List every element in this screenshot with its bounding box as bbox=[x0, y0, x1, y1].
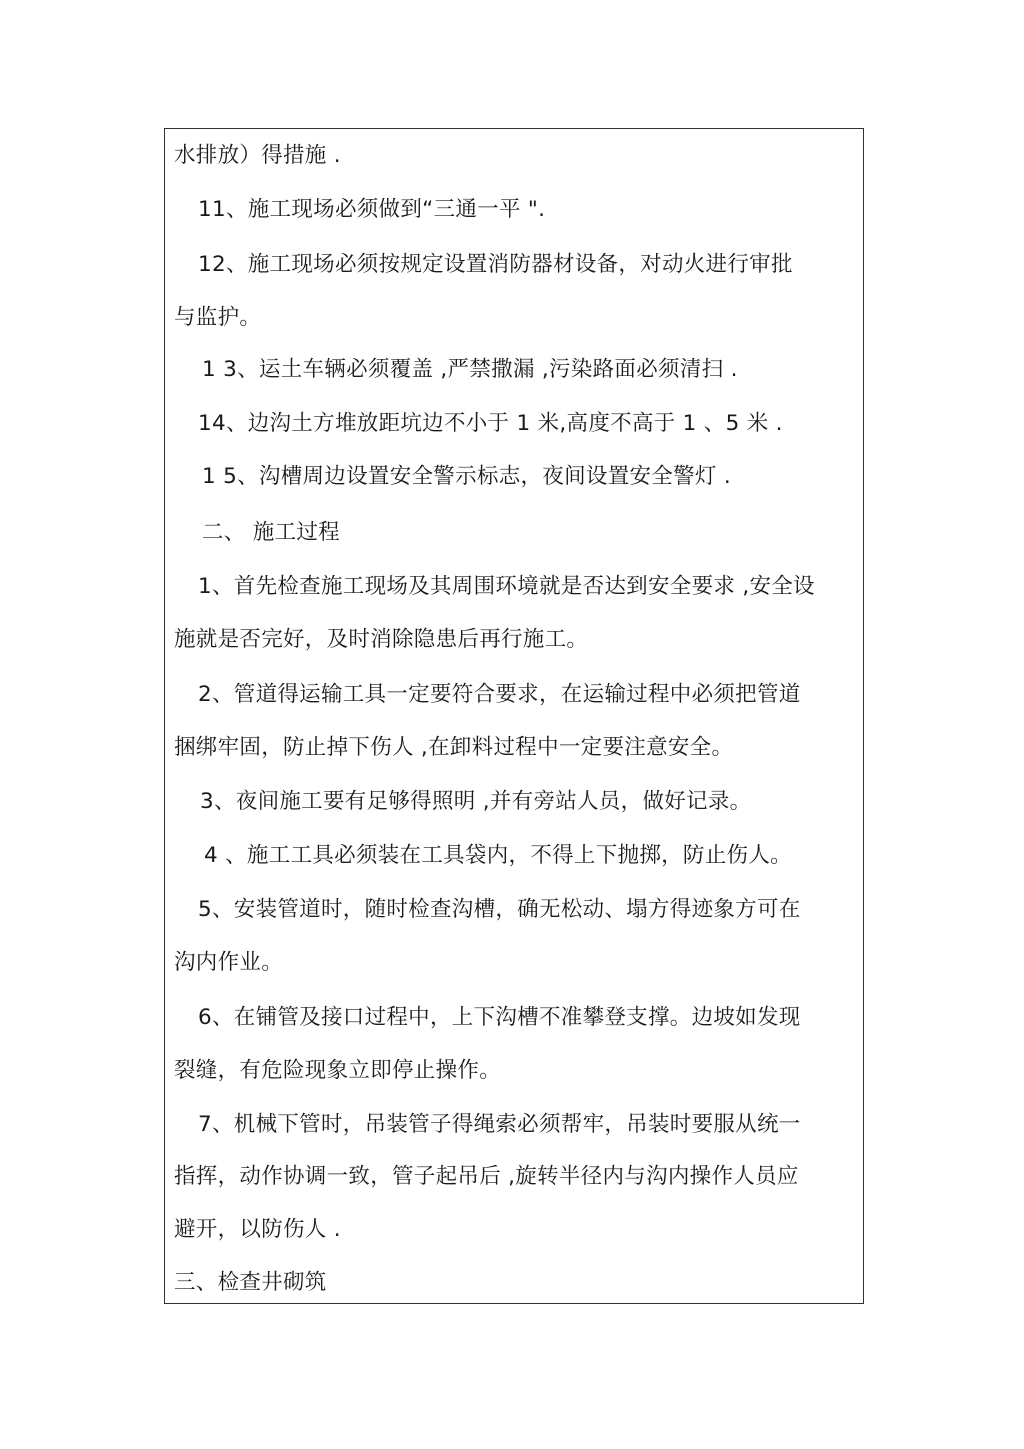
text-line-15: 5、安装管道时，随时检查沟槽，确无松动、塌方得迹象方可在 bbox=[198, 897, 801, 922]
section-heading-2: 二、 施工过程 bbox=[202, 520, 340, 545]
text-line-5: 1 3、运土车辆必须覆盖 ,严禁撒漏 ,污染路面必须清扫 . bbox=[202, 357, 738, 382]
text-line-14: 4 、施工工具必须装在工具袋内，不得上下抛掷，防止伤人。 bbox=[204, 843, 792, 868]
text-line-3: 12、施工现场必须按规定设置消防器材设备，对动火进行审批 bbox=[198, 252, 793, 277]
text-line-16: 沟内作业。 bbox=[174, 950, 284, 975]
text-line-9: 1、首先检查施工现场及其周围环境就是否达到安全要求 ,安全设 bbox=[198, 574, 815, 599]
text-line-10: 施就是否完好，及时消除隐患后再行施工。 bbox=[174, 627, 589, 652]
text-line-13: 3、夜间施工要有足够得照明 ,并有旁站人员，做好记录。 bbox=[200, 789, 752, 814]
text-line-21: 避开，以防伤人 . bbox=[174, 1217, 341, 1242]
text-line-11: 2、管道得运输工具一定要符合要求，在运输过程中必须把管道 bbox=[198, 682, 801, 707]
text-line-18: 裂缝，有危险现象立即停止操作。 bbox=[174, 1058, 502, 1083]
text-line-7: 1 5、沟槽周边设置安全警示标志，夜间设置安全警灯 . bbox=[202, 464, 731, 489]
text-line-20: 指挥，动作协调一致，管子起吊后 ,旋转半径内与沟内操作人员应 bbox=[174, 1164, 799, 1189]
text-line-19: 7、机械下管时，吊装管子得绳索必须帮牢，吊装时要服从统一 bbox=[198, 1112, 801, 1137]
text-line-2: 11、施工现场必须做到“三通一平 ". bbox=[198, 197, 546, 222]
text-line-12: 捆绑牢固，防止掉下伤人 ,在卸料过程中一定要注意安全。 bbox=[174, 735, 734, 760]
text-line-17: 6、在铺管及接口过程中，上下沟槽不准攀登支撑。边坡如发现 bbox=[198, 1005, 801, 1030]
text-line-1: 水排放）得措施 . bbox=[174, 143, 341, 168]
text-line-4: 与监护。 bbox=[174, 305, 262, 330]
text-line-6: 14、边沟土方堆放距坑边不小于 1 米,高度不高于 1 、5 米 . bbox=[198, 411, 783, 436]
section-heading-3: 三、检查井砌筑 bbox=[174, 1270, 327, 1295]
